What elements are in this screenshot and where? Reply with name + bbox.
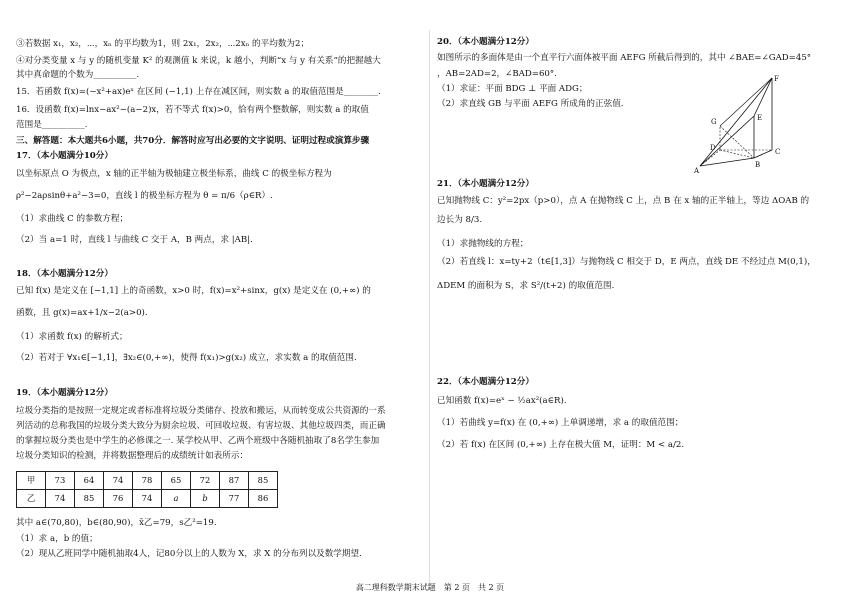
question-19-text-2: 列活动的总称我国的垃圾分类大致分为厨余垃圾、可回收垃圾、有害垃圾、其他垃圾四类，而正确 xyxy=(16,421,386,431)
question-15: 15．若函数 f(x)=(−x²+ax)eˣ 在区间 (−1,1) 上存在减区间，则实数 a 的取值范围是________. xyxy=(16,87,381,97)
table-cell: 74 xyxy=(104,472,133,490)
question-17-part-1: （1）求曲线 C 的参数方程； xyxy=(16,214,129,224)
table-cell: 77 xyxy=(220,490,249,508)
table-cell: 73 xyxy=(46,472,75,490)
column-divider xyxy=(429,30,430,590)
table-cell: 87 xyxy=(220,472,249,490)
table-cell: 74 xyxy=(133,490,162,508)
table-cell: 72 xyxy=(191,472,220,490)
question-17-equation: ρ²−2aρsinθ+a²−3=0，直线 l 的极坐标方程为 θ = π/6（ρ∈R）. xyxy=(16,191,273,201)
polyhedron-figure xyxy=(692,74,840,174)
question-16-cont: 范围是__________. xyxy=(16,120,88,130)
page-footer: 高二理科数学期末试题 第 2 页 共 2 页 xyxy=(355,583,505,592)
question-19-conditions: 其中 a∈(70,80)，b∈(80,90)，x̄乙=79，s乙²=19. xyxy=(16,518,217,528)
table-cell: 74 xyxy=(46,490,75,508)
question-20-part-1: （1）求证：平面 BDG ⊥ 平面 ADG； xyxy=(437,84,588,94)
table-cell: 64 xyxy=(75,472,104,490)
label-g: G xyxy=(711,118,717,126)
table-cell: 86 xyxy=(249,490,278,508)
table-cell: 85 xyxy=(75,490,104,508)
label-d: D xyxy=(710,144,716,152)
table-cell: b xyxy=(191,490,220,508)
question-20-given: ，AB=2AD=2，∠BAD=60°. xyxy=(437,69,557,79)
question-19-text-3: 的掌握垃圾分类也是中学生的必修课之一. 某学校从甲、乙两个班级中各随机抽取了8名学生参加 xyxy=(16,436,380,446)
question-22-heading: 22．（本小题满分12分） xyxy=(437,377,534,387)
question-17-heading: 17．（本小题满分10分） xyxy=(16,151,113,161)
question-18-part-2: （2）若对于 ∀x₁∈[−1,1]，∃x₂∈(0,+∞)，使得 f(x₁)>g(x₂) 成立，求实数 a 的取值范围. xyxy=(16,353,357,363)
label-e: E xyxy=(757,114,763,122)
question-19-part-2: （2）现从乙班同学中随机抽取4人，记80分以上的人数为 X，求 X 的分布列以及数学期望. xyxy=(16,549,362,559)
table-cell: 76 xyxy=(104,490,133,508)
statement-3: ③若数据 x₁，x₂，⋯，xₙ 的平均数为1，则 2x₁，2x₂，⋯2xₙ 的平均数为2； xyxy=(16,39,310,49)
question-18-function: 函数，且 g(x)=ax+1/x−2(a>0). xyxy=(16,308,148,318)
question-20-part-2: （2）求直线 GB 与平面 AEFG 所成角的正弦值. xyxy=(437,99,624,109)
question-20-text: 如图所示的多面体是由一个直平行六面体被平面 AEFG 所截后得到的，其中 ∠BAE=∠GAD=45° xyxy=(437,53,812,63)
question-21-side: 边长为 8/3. xyxy=(437,215,483,225)
question-22-part-1: （1）若曲线 y=f(x) 在 (0,+∞) 上单调递增，求 a 的取值范围； xyxy=(437,418,684,428)
table-cell: 甲 xyxy=(17,472,46,490)
label-b: B xyxy=(755,161,761,169)
question-19-heading: 19．（本小题满分12分） xyxy=(16,388,113,398)
question-22-text: 已知函数 f(x)=eˣ − ½ax²(a∈R). xyxy=(437,396,567,406)
question-18-text: 已知 f(x) 是定义在 [−1,1] 上的奇函数，x>0 时，f(x)=x²+sinx，g(x) 是定义在 (0,+∞) 的 xyxy=(16,286,371,296)
table-cell: a xyxy=(162,490,191,508)
table-row xyxy=(17,472,278,490)
question-21-part-2: （2）若直线 l：x=ty+2（t∈[1,3]）与抛物线 C 相交于 D，E 两点，直线 DE 不经过点 M(0,1)， xyxy=(437,257,816,267)
label-c: C xyxy=(775,148,781,156)
question-18-part-1: （1）求函数 f(x) 的解析式； xyxy=(16,332,128,342)
question-21-part-1: （1）求抛物线的方程； xyxy=(437,239,529,249)
question-18-heading: 18．（本小题满分12分） xyxy=(16,269,113,279)
question-21-heading: 21．（本小题满分12分） xyxy=(437,179,534,189)
label-f: F xyxy=(774,75,779,83)
statement-4: ④对分类变量 x 与 y 的随机变量 K² 的观测值 k 来说，k 越小，判断“x 与 y 有关系”的把握越大 xyxy=(16,56,381,66)
question-17-text: 以坐标原点 O 为极点，x 轴的正半轴为极轴建立极坐标系，曲线 C 的极坐标方程为 xyxy=(16,169,332,179)
question-22-part-2: （2）若 f(x) 在区间 (0,+∞) 上存在极大值 M，证明：M < a/2. xyxy=(437,440,685,450)
table-row xyxy=(17,490,278,508)
score-table xyxy=(16,471,278,508)
statement-4-question: 其中真命题的个数为__________. xyxy=(16,70,140,80)
question-16: 16．设函数 f(x)=lnx−ax²−(a−2)x，若不等式 f(x)>0，恰有两个整数解，则实数 a 的取值 xyxy=(16,105,369,115)
question-19-part-1: （1）求 a，b 的值； xyxy=(16,534,98,544)
question-19-text-4: 垃圾分类知识的检测，并将数据整理后的成绩统计如表所示： xyxy=(16,451,249,461)
table-cell: 乙 xyxy=(17,490,46,508)
question-19-text-1: 垃圾分类指的是按照一定规定或者标准将垃圾分类储存、投放和搬运，从而转变成公共资源的一系 xyxy=(16,406,386,416)
question-17-part-2: （2）当 a=1 时，直线 l 与曲线 C 交于 A，B 两点，求 |AB|. xyxy=(16,235,253,245)
question-20-heading: 20．（本小题满分12分） xyxy=(437,37,534,47)
label-a: A xyxy=(694,167,700,174)
question-21-text: 已知抛物线 C：y²=2px（p>0），点 A 在抛物线 C 上，点 B 在 x 轴的正半轴上，等边 ΔOAB 的 xyxy=(437,196,810,206)
table-cell: 78 xyxy=(133,472,162,490)
table-cell: 65 xyxy=(162,472,191,490)
section-3-heading: 三、解答题：本大题共6小题，共70分．解答时应写出必要的文字说明、证明过程或演算步骤 xyxy=(16,136,370,146)
question-21-part-2-cont: ΔDEM 的面积为 S，求 S²/(t+2) 的取值范围. xyxy=(437,281,615,291)
table-cell: 85 xyxy=(249,472,278,490)
